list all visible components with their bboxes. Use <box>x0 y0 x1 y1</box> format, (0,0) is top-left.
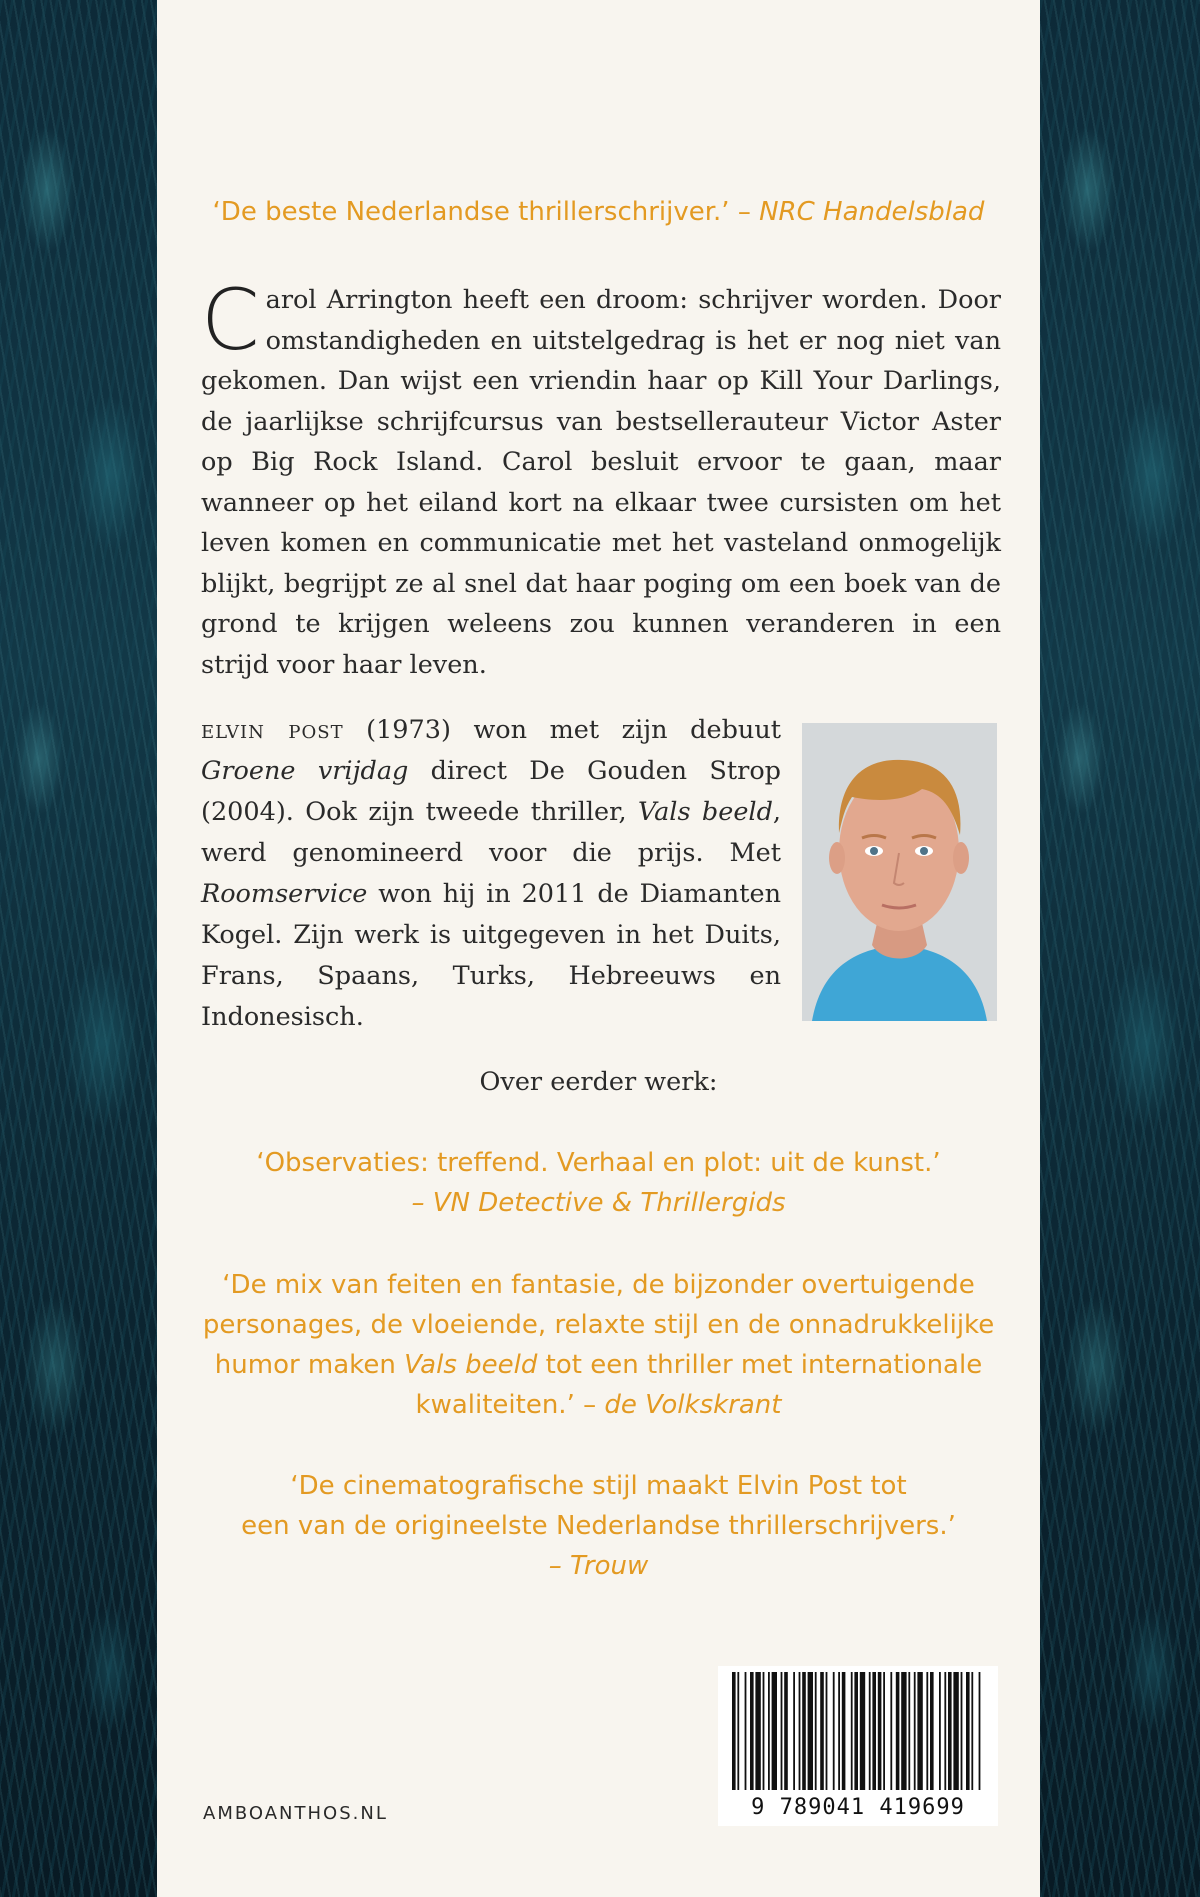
review-2-line-2: personages, de vloeiende, relaxte stijl en de onnadrukkelijke <box>202 1310 995 1340</box>
barcode-bar <box>851 1672 853 1790</box>
barcode-bar <box>869 1672 871 1790</box>
barcode-bar <box>908 1672 910 1790</box>
bio-title-3: Roomservice <box>201 879 368 909</box>
barcode-bar <box>860 1672 865 1790</box>
synopsis-text: arol Arrington heeft een droom: schrijver worden. Door omstandigheden en uitstelgedrag is het er nog niet van gekomen. Dan wijst een vriendin haar op Kill Your Darlings, de jaarlijkse schrijfcursus van bestsellerauteur Victor Aster op Big Rock Island. Carol besluit ervoor te gaan, maar wanneer op het eiland kort na elkaar twee cursisten om het leven komen en communicatie met het vasteland onmogelijk blijkt, begrijpt ze al snel dat haar poging om een boek van de grond te krijgen weleens zou kunnen veranderen in een strijd voor haar leven. <box>201 285 1001 680</box>
barcode-bar <box>815 1672 817 1790</box>
bio-text-4: won hij in 2011 de Diamanten Kogel. Zijn werk is uitgegeven in het Duits, Frans, Spaans, Turks, Hebreeuws en Indonesisch. <box>201 879 781 1032</box>
barcode-bar <box>883 1672 885 1790</box>
barcode-bar <box>961 1672 963 1790</box>
barcode-bar <box>878 1672 882 1790</box>
barcode-bar <box>953 1672 958 1790</box>
barcode-bar <box>763 1672 765 1790</box>
barcode-bar <box>944 1672 946 1790</box>
forest-background-right <box>1040 0 1200 1897</box>
barcode-bar <box>826 1672 828 1790</box>
review-3-line-1: ‘De cinematografische stijl maakt Elvin Post tot <box>290 1471 907 1501</box>
bio-author-name: elvin post <box>201 715 344 745</box>
barcode-bar <box>979 1672 981 1790</box>
barcode-bar <box>890 1672 892 1790</box>
barcode-bar <box>799 1672 801 1790</box>
review-1-line-1: ‘Observaties: treffend. Verhaal en plot: uit de kunst.’ <box>256 1148 941 1178</box>
bio-text-1: (1973) won met zijn debuut <box>343 715 781 745</box>
barcode-bar <box>755 1672 760 1790</box>
barcode-bar <box>784 1672 788 1790</box>
review-3-source: – Trouw <box>548 1551 649 1581</box>
barcode-bar <box>768 1672 770 1790</box>
review-1-source: – VN Detective & Thrillergids <box>411 1188 786 1218</box>
barcode-bar <box>737 1672 739 1790</box>
review-2-source: de Volkskrant <box>604 1390 782 1420</box>
barcode-bar <box>971 1672 973 1790</box>
publisher-website: AMBOANTHOS.NL <box>203 1803 388 1824</box>
barcode-bar <box>732 1672 736 1790</box>
review-2-line-1: ‘De mix van feiten en fantasie, de bijzonder overtuigende <box>222 1270 975 1300</box>
barcode-bar <box>948 1672 952 1790</box>
bio-title-2: Vals beeld <box>638 797 773 827</box>
review-3 <box>157 1466 1040 1586</box>
barcode-bar <box>793 1672 795 1790</box>
author-photo <box>802 723 997 1021</box>
bio-text-3: , werd genomineerd voor die prijs. Met <box>201 797 782 868</box>
review-2-line-4: kwaliteiten.’ – <box>415 1390 605 1420</box>
barcode-bar <box>781 1672 783 1790</box>
barcode-bar <box>838 1672 840 1790</box>
review-2 <box>157 1265 1040 1425</box>
barcode-bar <box>802 1672 806 1790</box>
barcode-bar <box>820 1672 824 1790</box>
barcode-bar <box>833 1672 835 1790</box>
author-portrait-illustration <box>802 723 997 1021</box>
barcode-digits: 9 789041 419699 <box>751 1795 965 1820</box>
earlier-work-label: Over eerder werk: <box>479 1067 718 1097</box>
barcode-bar <box>930 1672 934 1790</box>
review-2-line-3b: tot een thriller met internationale <box>537 1350 983 1380</box>
review-1 <box>157 1143 1040 1223</box>
top-quote-source: NRC Handelsblad <box>759 197 985 227</box>
barcode-bar <box>750 1672 754 1790</box>
barcode-bar <box>872 1672 876 1790</box>
barcode-bars <box>718 1666 998 1794</box>
author-bio <box>201 710 781 1038</box>
synopsis <box>201 271 1001 685</box>
barcode-bar <box>896 1672 900 1790</box>
barcode-bar <box>745 1672 747 1790</box>
barcode-bar <box>914 1672 916 1790</box>
barcode-bar <box>926 1672 928 1790</box>
barcode-bar <box>939 1672 941 1790</box>
forest-background-left <box>0 0 157 1897</box>
barcode-bar <box>854 1672 858 1790</box>
isbn-barcode <box>718 1666 998 1826</box>
back-cover-panel <box>157 0 1040 1897</box>
bio-text-2: direct De Gouden Strop (2004). Ook zijn tweede thriller, <box>201 756 781 827</box>
barcode-bar <box>772 1672 777 1790</box>
bio-title-1: Groene vrijdag <box>201 756 409 786</box>
barcode-bar <box>808 1672 813 1790</box>
review-2-book-title: Vals beeld <box>404 1350 538 1380</box>
synopsis-dropcap: C <box>201 271 260 369</box>
top-review-quote <box>157 192 1040 232</box>
barcode-bar <box>901 1672 906 1790</box>
barcode-bar <box>966 1672 970 1790</box>
review-3-line-2: een van de origineelste Nederlandse thrillerschrijvers.’ <box>241 1511 956 1541</box>
review-2-line-3a: humor maken <box>214 1350 405 1380</box>
barcode-bar <box>842 1672 846 1790</box>
top-quote-text: ‘De beste Nederlandse thrillerschrijver.’ – <box>212 197 760 227</box>
barcode-bar <box>917 1672 922 1790</box>
